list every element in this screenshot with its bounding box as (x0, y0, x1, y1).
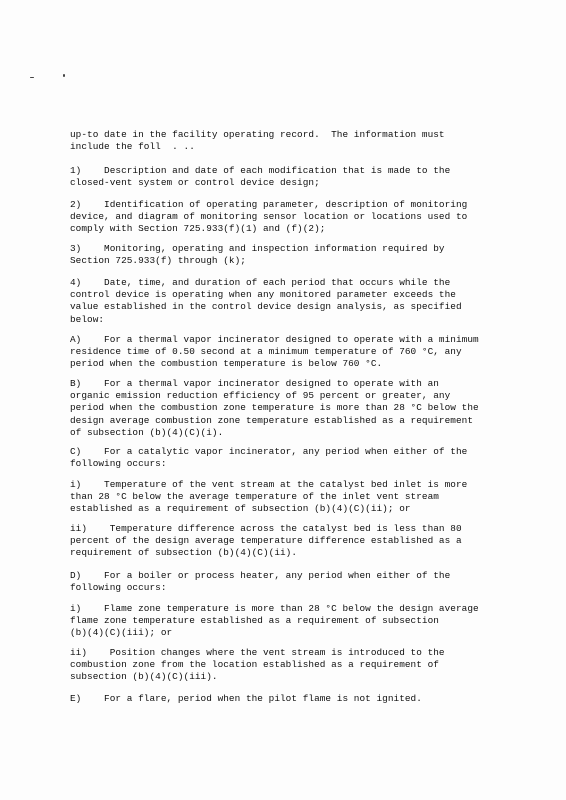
item-3: 3) Monitoring, operating and inspection information required by Section 725.933(f) through (k); (70, 243, 445, 267)
paragraph-intro: up-to date in the facility operating record. The information must include the foll . .. (70, 129, 445, 153)
item-4-c-i: i) Temperature of the vent stream at the catalyst bed inlet is more than 28 °C below the average temperature of the inlet vent stream established as a requirement of subsection (b)(4)(C)(ii); or (70, 479, 468, 515)
item-4-d: D) For a boiler or process heater, any period when either of the following occurs: (70, 570, 451, 594)
scan-speck (63, 74, 65, 77)
item-4-d-i: i) Flame zone temperature is more than 28 °C below the design average flame zone temperature established as a requirement of subsection (b)(4)(C)(iii); or (70, 603, 479, 639)
scan-speck (30, 77, 34, 78)
item-2: 2) Identification of operating parameter, description of monitoring device, and diagram of monitoring sensor location or locations used to comply with Section 725.933(f)(1) and (f)(2); (70, 199, 468, 235)
item-4-c-ii: ii) Temperature difference across the catalyst bed is less than 80 percent of the design average temperature difference established as a requirement of subsection (b)(4)(C)(ii). (70, 523, 462, 559)
item-4-c: C) For a catalytic vapor incinerator, any period when either of the following occurs: (70, 446, 468, 470)
item-4-b: B) For a thermal vapor incinerator designed to operate with an organic emission reduction efficiency of 95 percent or greater, any period when the combustion zone temperature is more than 28 °C below the design average combustion zone temperature established as a requirement of subsection (b)(4)(C)(i). (70, 378, 479, 438)
item-4-d-ii: ii) Position changes where the vent stream is introduced to the combustion zone from the location established as a requirement of subsection (b)(4)(C)(iii). (70, 647, 445, 683)
item-1: 1) Description and date of each modification that is made to the closed-vent system or control device design; (70, 165, 451, 189)
item-4-e: E) For a flare, period when the pilot flame is not ignited. (70, 693, 422, 704)
item-4: 4) Date, time, and duration of each period that occurs while the control device is operating when any monitored parameter exceeds the value established in the control device design analysis, as specified below: (70, 277, 462, 325)
item-4-a: A) For a thermal vapor incinerator designed to operate with a minimum residence time of 0.50 second at a minimum temperature of 760 °C, any period when the combustion temperature is below 760 °C. (70, 334, 479, 370)
